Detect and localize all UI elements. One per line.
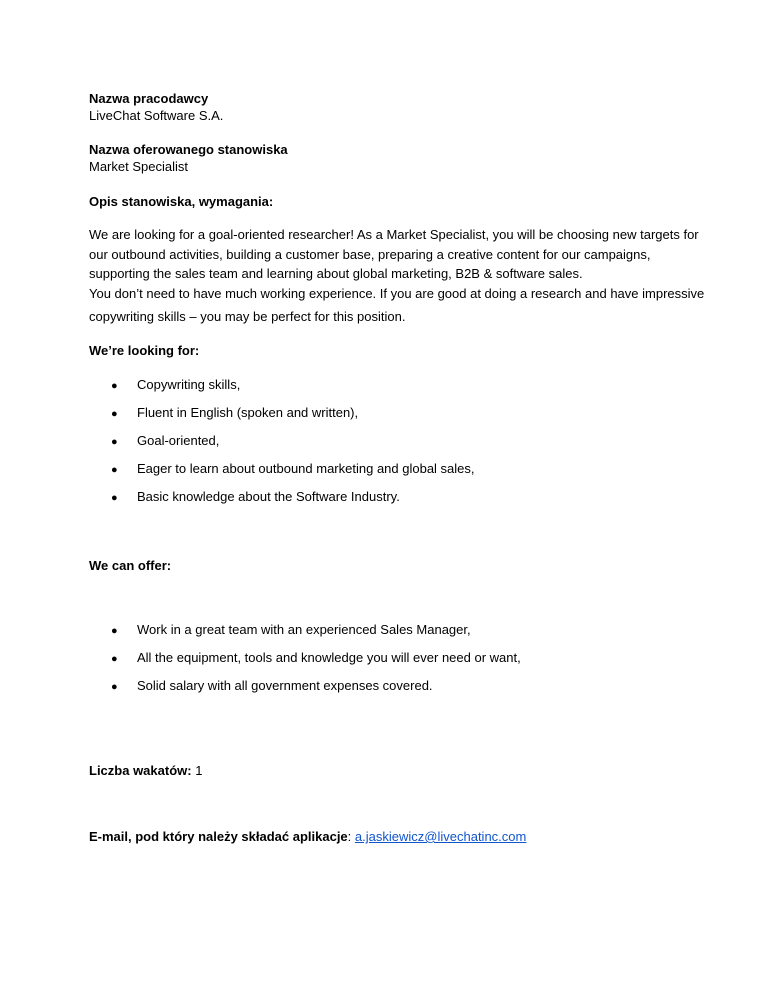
description-label: Opis stanowiska, wymagania: xyxy=(89,194,274,209)
list-item-text: Solid salary with all government expenses covered. xyxy=(137,678,433,693)
bullet-icon: ● xyxy=(111,653,118,665)
bullet-icon: ● xyxy=(111,464,118,476)
list-item-text: All the equipment, tools and knowledge you will ever need or want, xyxy=(137,650,521,665)
list-item xyxy=(111,621,471,640)
list-item xyxy=(111,488,400,507)
offer-label: We can offer: xyxy=(89,558,172,573)
position-value: Market Specialist xyxy=(89,159,188,174)
list-item-text: Fluent in English (spoken and written), xyxy=(137,405,359,420)
description-line: You don’t need to have much working experience. If you are good at doing a research and have impressive xyxy=(89,285,705,301)
bullet-icon: ● xyxy=(111,408,118,420)
bullet-icon: ● xyxy=(111,380,118,392)
employer-value: LiveChat Software S.A. xyxy=(89,108,224,123)
description-paragraph xyxy=(89,225,705,327)
list-item xyxy=(111,460,475,479)
description-line: our outbound activities, building a customer base, preparing a creative content for our campaigns, xyxy=(89,246,651,262)
description-line: copywriting skills – you may be perfect for this position. xyxy=(89,309,406,324)
employer-label: Nazwa pracodawcy xyxy=(89,91,209,106)
vacancies-row xyxy=(89,762,202,779)
list-item-text: Work in a great team with an experienced Sales Manager, xyxy=(137,622,471,637)
vacancies-value: 1 xyxy=(195,763,203,778)
list-item-text: Basic knowledge about the Software Industry. xyxy=(137,489,400,504)
email-label: E-mail, pod który należy składać aplikacje xyxy=(89,829,348,844)
email-row xyxy=(89,828,526,845)
email-separator: : xyxy=(347,829,352,844)
bullet-icon: ● xyxy=(111,681,118,693)
bullet-icon: ● xyxy=(111,436,118,448)
bullet-icon: ● xyxy=(111,492,118,504)
description-line: supporting the sales team and learning about global marketing, B2B & software sales. xyxy=(89,266,583,281)
list-item xyxy=(111,404,358,423)
looking-for-label: We’re looking for: xyxy=(89,343,200,358)
list-item-text: Goal-oriented, xyxy=(137,433,220,448)
position-label: Nazwa oferowanego stanowiska xyxy=(89,142,288,157)
list-item-text: Eager to learn about outbound marketing and global sales, xyxy=(137,461,475,476)
list-item xyxy=(111,432,219,451)
list-item-text: Copywriting skills, xyxy=(137,377,241,392)
list-item xyxy=(111,677,433,696)
list-item xyxy=(111,649,521,668)
list-item xyxy=(111,376,240,395)
bullet-icon: ● xyxy=(111,625,118,637)
vacancies-label: Liczba wakatów: xyxy=(89,763,192,778)
description-line: We are looking for a goal-oriented researcher! As a Market Specialist, you will be choosing new targets for xyxy=(89,227,699,242)
email-link[interactable]: a.jaskiewicz@livechatinc.com xyxy=(354,829,527,844)
